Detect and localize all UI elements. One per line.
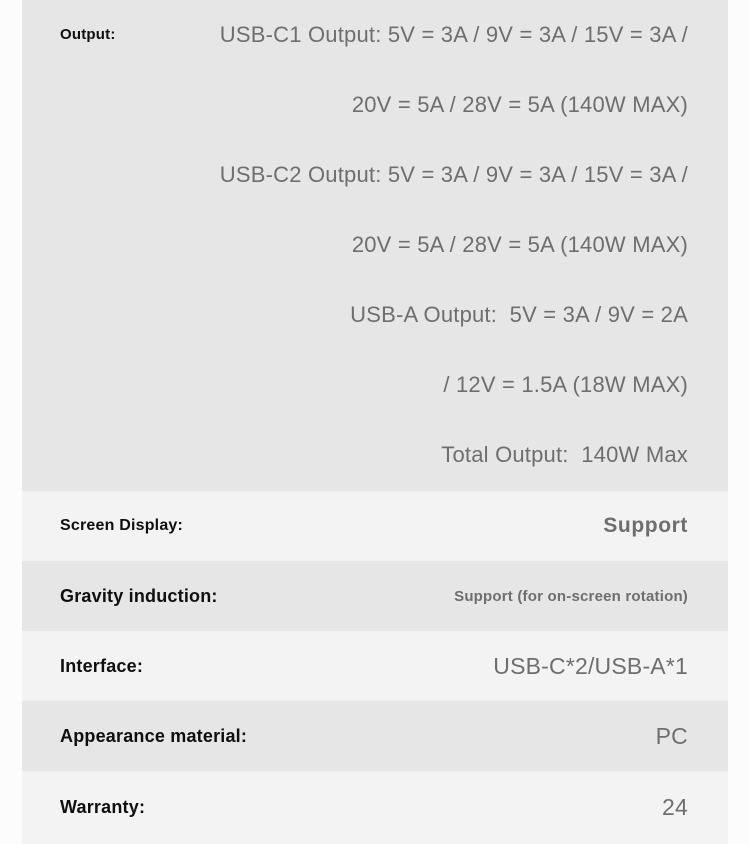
gravity-induction-value: Support (for on-screen rotation)	[454, 587, 688, 605]
spec-row-screen-display	[22, 491, 728, 561]
spec-row-warranty	[22, 771, 728, 844]
output-line: 20V = 5A / 28V = 5A (140W MAX)	[351, 92, 688, 117]
output-line: USB-A Output: 5V = 3A / 9V = 2A	[350, 302, 688, 327]
spec-row-appearance-material	[22, 701, 728, 771]
screen-display-label: Screen Display:	[60, 517, 184, 534]
warranty-value: 24	[662, 794, 688, 820]
appearance-material-label: Appearance material:	[60, 725, 248, 746]
spec-table	[22, 0, 728, 844]
screen-display-value: Support	[603, 514, 688, 537]
output-line: Total Output: 140W Max	[441, 442, 688, 467]
output-line: / 12V = 1.5A (18W MAX)	[443, 372, 688, 397]
spec-row-interface	[22, 631, 728, 701]
interface-label: Interface:	[60, 655, 144, 676]
output-section	[22, 0, 728, 491]
gravity-induction-label: Gravity induction:	[60, 585, 218, 606]
output-label: Output:	[60, 26, 116, 43]
output-line: USB-C2 Output: 5V = 3A / 9V = 3A / 15V = 3A /	[219, 162, 688, 187]
output-value	[220, 0, 688, 490]
output-line: 20V = 5A / 28V = 5A (140W MAX)	[351, 232, 688, 257]
output-line: USB-C1 Output: 5V = 3A / 9V = 3A / 15V = 3A /	[219, 22, 688, 47]
spec-row-gravity-induction	[22, 561, 728, 631]
appearance-material-value: PC	[655, 722, 688, 749]
warranty-label: Warranty:	[60, 797, 146, 817]
interface-value: USB-C*2/USB-A*1	[493, 652, 688, 679]
